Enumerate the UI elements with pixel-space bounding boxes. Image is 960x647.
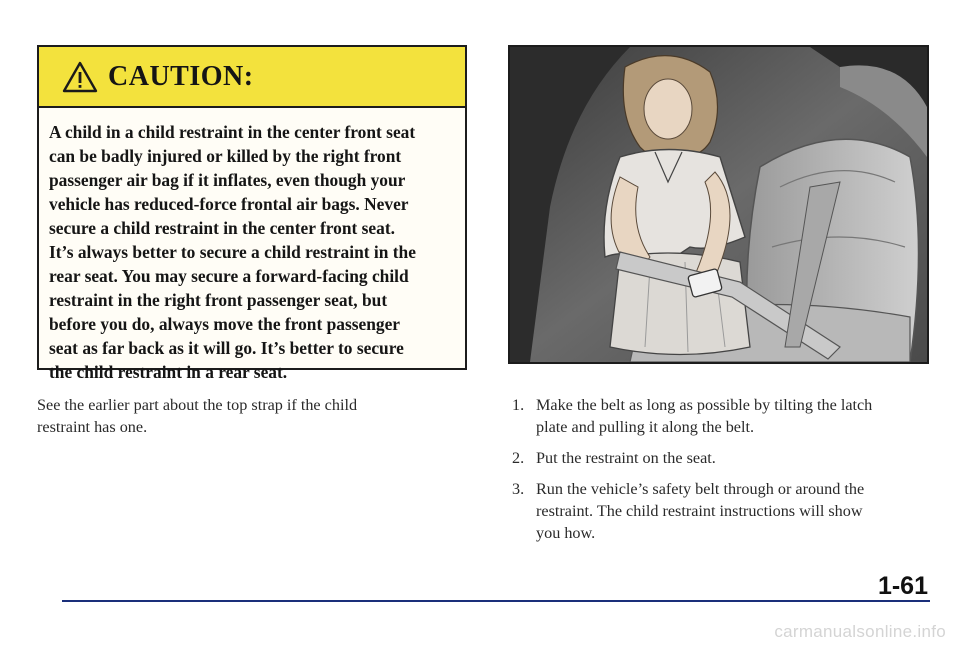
- step-item: [508, 447, 928, 469]
- step-number: 3.: [512, 480, 525, 498]
- step-text: [536, 447, 928, 469]
- watermark: carmanualsonline.info: [774, 622, 946, 641]
- caution-line: passenger air bag if it inflates, even though your: [49, 170, 406, 190]
- caution-line: can be badly injured or killed by the right front: [49, 146, 402, 166]
- step-item: [508, 478, 928, 544]
- footer-rule: [62, 600, 930, 602]
- paragraph-line: restraint has one.: [37, 418, 148, 436]
- step-text: [536, 394, 928, 438]
- step-text: [536, 478, 928, 544]
- step-number: 2.: [512, 449, 525, 467]
- left-paragraph: [37, 394, 457, 438]
- caution-title: CAUTION:: [108, 60, 254, 92]
- caution-line: secure a child restraint in the center front seat.: [49, 218, 395, 238]
- step-line: Run the vehicle’s safety belt through or around the: [536, 480, 865, 498]
- caution-line: the child restraint in a rear seat.: [49, 362, 288, 382]
- paragraph-line: See the earlier part about the top strap if the child: [37, 396, 358, 414]
- warning-triangle-icon: [62, 61, 98, 93]
- caution-line: It’s always better to secure a child restraint in the: [49, 242, 416, 262]
- illustration-drawing: [510, 47, 927, 362]
- step-item: [508, 394, 928, 438]
- illustration-woman-securing-child-seat: [508, 45, 929, 364]
- caution-header: [39, 47, 465, 108]
- page-number: 1-61: [877, 572, 928, 600]
- caution-line: before you do, always move the front passenger: [49, 314, 401, 334]
- caution-line: seat as far back as it will go. It’s better to secure: [49, 338, 404, 358]
- instruction-steps: [508, 394, 928, 553]
- step-line: you how.: [536, 524, 596, 542]
- caution-line: vehicle has reduced-force frontal air bags. Never: [49, 194, 409, 214]
- step-line: Make the belt as long as possible by tilting the latch: [536, 396, 873, 414]
- caution-line: rear seat. You may secure a forward-facing child: [49, 266, 409, 286]
- step-line: Put the restraint on the seat.: [536, 449, 716, 467]
- caution-line: restraint in the right front passenger seat, but: [49, 290, 388, 310]
- caution-box: [37, 45, 467, 382]
- step-line: plate and pulling it along the belt.: [536, 418, 755, 436]
- caution-body: [39, 108, 465, 384]
- step-number: 1.: [512, 396, 525, 414]
- caution-line: A child in a child restraint in the center front seat: [49, 122, 416, 142]
- step-line: restraint. The child restraint instructions will show: [536, 502, 863, 520]
